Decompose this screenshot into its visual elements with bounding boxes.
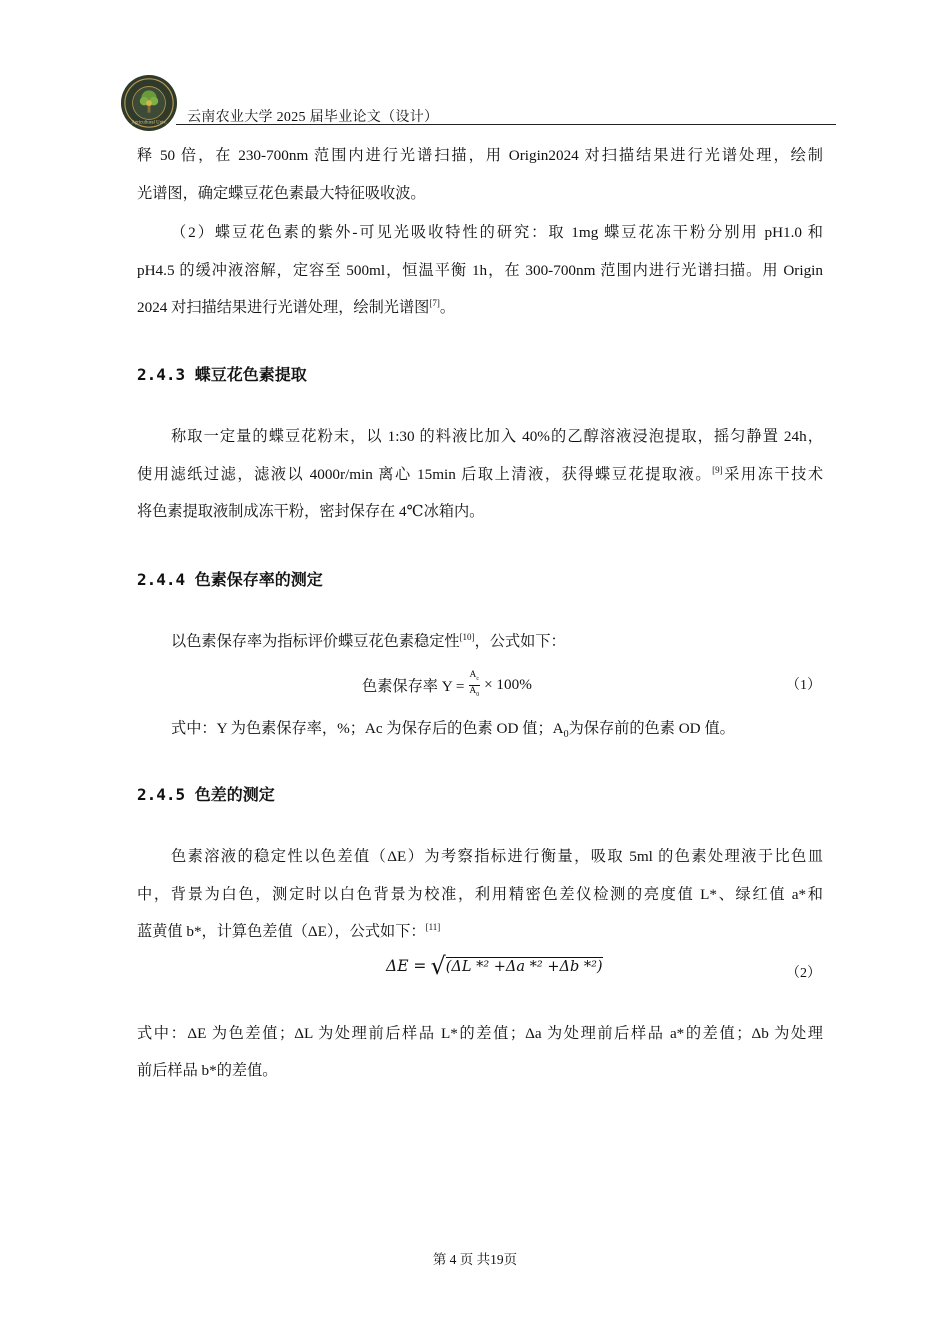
section-heading-2-4-3: 2.4.3 蝶豆花色素提取: [137, 365, 307, 384]
formula-color-difference: [386, 952, 603, 980]
formula-rhs: × 100%: [484, 676, 532, 694]
formula-lhs: ΔE =: [386, 957, 427, 975]
fraction-denominator: [469, 686, 479, 701]
denominator-subscript: 0: [476, 691, 480, 698]
text-span: 采用冻干技术: [722, 466, 824, 483]
citation: [10]: [459, 632, 475, 642]
paragraph-line: （2）蝶豆花色素的紫外-可见光吸收特性的研究：取 1mg 蝶豆花冻干粉分别用 pH1.0 和: [171, 224, 823, 241]
paragraph-line: 释 50 倍，在 230-700nm 范围内进行光谱扫描，用 Origin2024 对扫描结果进行光谱处理，绘制: [137, 147, 823, 164]
paragraph-line: 将色素提取液制成冻干粉，密封保存在 4℃冰箱内。: [137, 503, 485, 520]
paragraph-line: [171, 719, 857, 745]
formula-fraction: [469, 670, 481, 701]
citation: [11]: [425, 922, 441, 932]
equation-number: （1）: [786, 678, 821, 693]
paragraph-line: [137, 298, 823, 318]
logo-text: Agricultural Univ.: [131, 120, 167, 126]
text-span: ，公式如下：: [474, 633, 566, 650]
paragraph-line: 光谱图，确定蝶豆花色素最大特征吸收波。: [137, 185, 426, 202]
header-divider: [176, 124, 836, 125]
formula-lhs: 色素保存率 Y =: [362, 677, 465, 695]
page-header: [118, 68, 836, 126]
section-heading-2-4-5: 2.4.5 色差的测定: [137, 785, 275, 804]
formula-radicand: (ΔL *² +Δa *² +Δb *²): [445, 959, 603, 975]
paragraph-line: 色素溶液的稳定性以色差值（ΔE）为考察指标进行衡量，吸取 5ml 的色素处理液于比色皿: [171, 848, 823, 865]
header-title: 云南农业大学 2025 届毕业论文（设计）: [187, 110, 439, 125]
paragraph-line: [137, 922, 823, 942]
equation-number: （2）: [786, 966, 821, 981]
denominator-symbol: A: [469, 685, 477, 696]
text-span: 2024 对扫描结果进行光谱处理，绘制光谱图: [137, 299, 430, 316]
section-heading-2-4-4: 2.4.4 色素保存率的测定: [137, 570, 323, 589]
citation: [9]: [712, 465, 723, 475]
paragraph-line: pH4.5 的缓冲液溶解，定容至 500ml，恒温平衡 1h，在 300-700nm 范围内进行光谱扫描。用 Origin: [137, 262, 823, 279]
numerator-symbol: A: [469, 670, 477, 680]
paragraph-line: 称取一定量的蝶豆花粉末，以 1:30 的料液比加入 40%的乙醇溶液浸泡提取，摇匀静置 24h，: [171, 428, 823, 445]
page-number: 第 4 页 共19页: [432, 1252, 518, 1267]
paragraph-line: 前后样品 b*的差值。: [137, 1062, 278, 1079]
text-span: 蓝黄值 b*，计算色差值（ΔE），公式如下：: [137, 923, 426, 940]
text-span: 式中：Y 为色素保存率，%；Ac 为保存后的色素 OD 值；A: [171, 720, 564, 737]
formula-pigment-retention: [362, 670, 532, 701]
university-logo: [120, 74, 178, 132]
citation: [7]: [429, 298, 440, 308]
paragraph-line: 式中：ΔE 为色差值；ΔL 为处理前后样品 L*的差值；Δa 为处理前后样品 a*的差值；Δb 为处理: [137, 1025, 823, 1042]
paragraph-line: 中，背景为白色，测定时以白色背景为校准，利用精密色差仪检测的亮度值 L*、绿红值 a*和: [137, 886, 823, 903]
text-span: 。: [439, 299, 456, 316]
subscript: 0: [563, 729, 569, 741]
text-span: 使用滤纸过滤，滤液以 4000r/min 离心 15min 后取上清液，获得蝶豆花提取液。: [137, 466, 713, 483]
fraction-numerator: [469, 670, 481, 686]
paragraph-line: [137, 465, 823, 485]
paragraph-line: [171, 632, 857, 652]
text-span: 以色素保存率为指标评价蝶豆花色素稳定性: [171, 633, 460, 650]
sqrt-symbol: √: [430, 952, 446, 980]
numerator-subscript: c: [476, 675, 480, 682]
text-span: 为保存前的色素 OD 值。: [568, 720, 735, 737]
